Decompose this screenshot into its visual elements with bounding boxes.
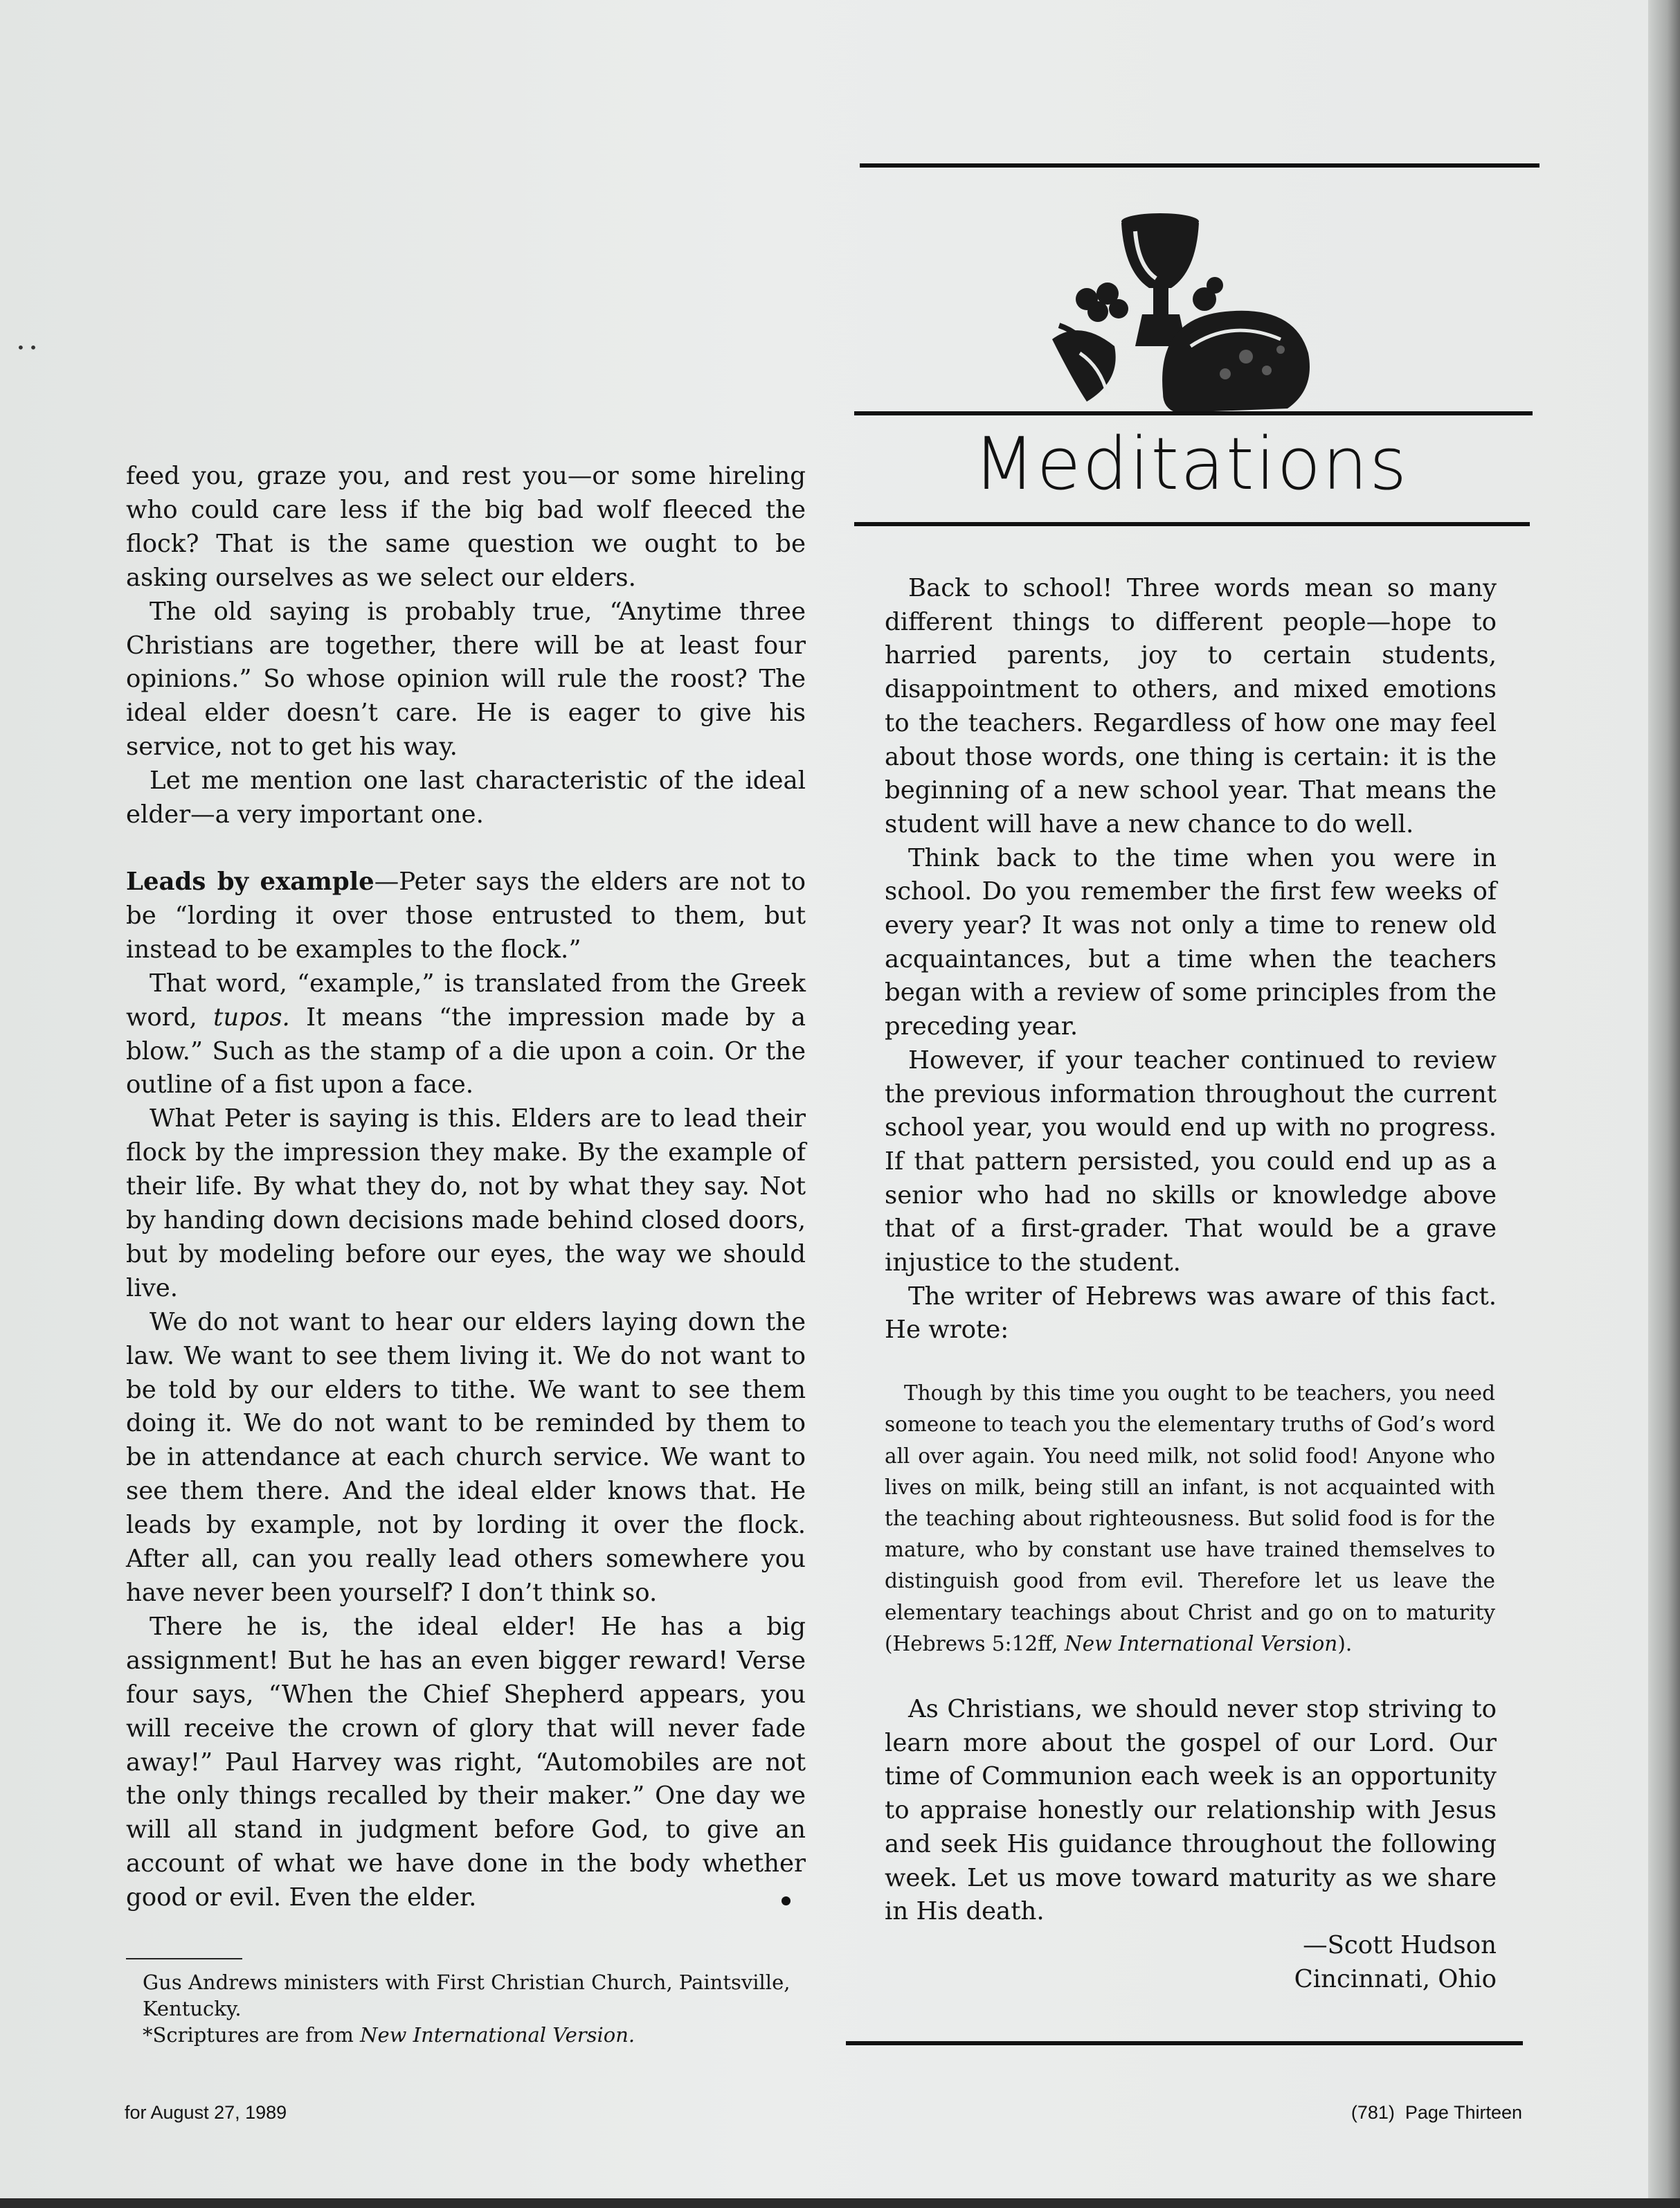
run-in-heading: Leads by example xyxy=(126,867,374,896)
bottom-rule xyxy=(846,2041,1523,2045)
text-run: That word, “example,” is translated from the Greek word, xyxy=(126,969,806,1032)
text-run: It means “the impression made by a blow.” Such as the stamp of a die upon a coin. Or the outline of a fist upon a face. xyxy=(126,1003,806,1099)
scripture-quote xyxy=(885,1378,1495,1660)
quote-text: Though by this time you ought to be teachers, you need someone to teach you the elementary truths of God’s word all over again. You need milk, not solid food! Anyone who lives on milk, being still an infant, is not acquainted with the teaching about righteousness. But solid food is for the mature, who by constant use have trained themselves to distinguish good from evil. Therefore let us leave the elementary teachings about Christ and go on to maturity (Hebrews 5:12ff, xyxy=(885,1381,1495,1655)
author-location: Cincinnati, Ohio xyxy=(1294,1964,1497,1993)
text-run: *Scriptures are from xyxy=(143,2023,361,2047)
greek-word: tupos. xyxy=(213,1003,290,1032)
paragraph: The old saying is probably true, “Anytime three Christians are together, there will be at least four opinions.” So whose opinion will rule the roost? The ideal elder doesn’t care. He is eager to give his service, not to get his way. xyxy=(126,597,806,762)
margin-mark: • • xyxy=(17,339,37,356)
paragraph: Think back to the time when you were in school. Do you remember the first few weeks of every year? It was not only a time to renew old acquaintances, but a time when the teachers began with a review of some principles from the preceding year. xyxy=(885,843,1497,1041)
footnotes xyxy=(126,1969,806,2048)
quote-source: New International Version xyxy=(1064,1631,1338,1655)
left-column-article xyxy=(126,460,806,2048)
footer-page-number: (781) Page Thirteen xyxy=(1351,2102,1522,2123)
title-top-rule xyxy=(854,411,1533,415)
author-note: Gus Andrews ministers with First Christian Church, Paintsville, Kentucky. xyxy=(143,1971,791,2021)
paragraph-gap xyxy=(126,832,806,865)
paragraph: We do not want to hear our elders laying down the law. We want to see them living it. We do not want to be told by our elders to tithe. We want to see them doing it. We do not want to be reminded by them to be in attendance at each church service. We want to see them there. And the ideal elder knows that. He leads by example, not by lording it over the flock. After all, can you really lead others somewhere you have never been yourself? I don’t think so. xyxy=(126,1307,806,1607)
page-bottom-edge xyxy=(0,2198,1680,2208)
paragraph-final xyxy=(126,1610,806,1915)
end-mark-dot xyxy=(782,1896,791,1905)
paragraph: As Christians, we should never stop striving to learn more about the gospel of our Lord. Our time of Communion each week is an opportunity to appraise honestly our relationship with Jesus and seek His guidance throughout the following week. Let us move toward maturity as we share in His death. xyxy=(885,1695,1497,1926)
top-rule xyxy=(860,163,1539,168)
paragraph: feed you, graze you, and rest you—or some hireling who could care less if the big bad wolf fleeced the flock? That is the same question we ought to be asking ourselves as we select our elders. xyxy=(126,462,806,592)
page-spine-edge xyxy=(1648,0,1680,2208)
paragraph: However, if your teacher continued to review the previous information throughout the current school year, you would end up with no progress. If that pattern persisted, you could end up as a senior who had no skills or knowledge above that of a first-grader. That would be a grave injustice to the student. xyxy=(885,1045,1497,1277)
paragraph-text: —Peter says the elders are not to be “lording it over those entrusted to them, but instead to be examples to the flock.” xyxy=(126,867,806,964)
quote-text: ). xyxy=(1337,1631,1353,1655)
paragraph: What Peter is saying is this. Elders are to lead their flock by the impression they make. By the example of their life. By what they do, not by what they say. Not by handing down decisions made behind closed doors, but by modeling before our eyes, the way we should live. xyxy=(126,1104,806,1302)
author-signature: —Scott Hudson xyxy=(1303,1930,1497,1959)
scripture-note xyxy=(126,2022,806,2048)
paragraph: Let me mention one last characteristic of the ideal elder—a very important one. xyxy=(126,766,806,829)
paragraph: The writer of Hebrews was aware of this fact. He wrote: xyxy=(885,1282,1497,1345)
paragraph-text: There he is, the ideal elder! He has a big assignment! But he has an even bigger reward! Verse four says, “When the Chief Shepherd appears, you will receive the crown of glory that will never fade away!” Paul Harvey was right, “Automobiles are not the only things recalled by their maker.” One day we will all stand in judgment before God, to give an account of what we have done in the body whether good or evil. Even the elder. xyxy=(126,1612,806,1912)
meditations-column xyxy=(885,572,1497,1996)
paragraph xyxy=(126,967,806,1103)
paragraph-leads-by-example xyxy=(126,865,806,967)
footer-date: for August 27, 1989 xyxy=(125,2102,287,2123)
title-bottom-rule xyxy=(854,522,1530,526)
communion-chalice-bread-icon xyxy=(1038,208,1343,422)
paragraph: Back to school! Three words mean so many different things to different people—hope to harried parents, joy to certain students, disappointment to others, and mixed emotions to the teachers. Regardless of how one may feel about those words, one thing is certain: it is the beginning of a new school year. That means the student will have a new chance to do well. xyxy=(885,574,1497,838)
text-run-italic: New International Version. xyxy=(360,2023,635,2047)
page-title: Meditations xyxy=(973,422,1409,506)
footnote-rule xyxy=(126,1958,242,1959)
